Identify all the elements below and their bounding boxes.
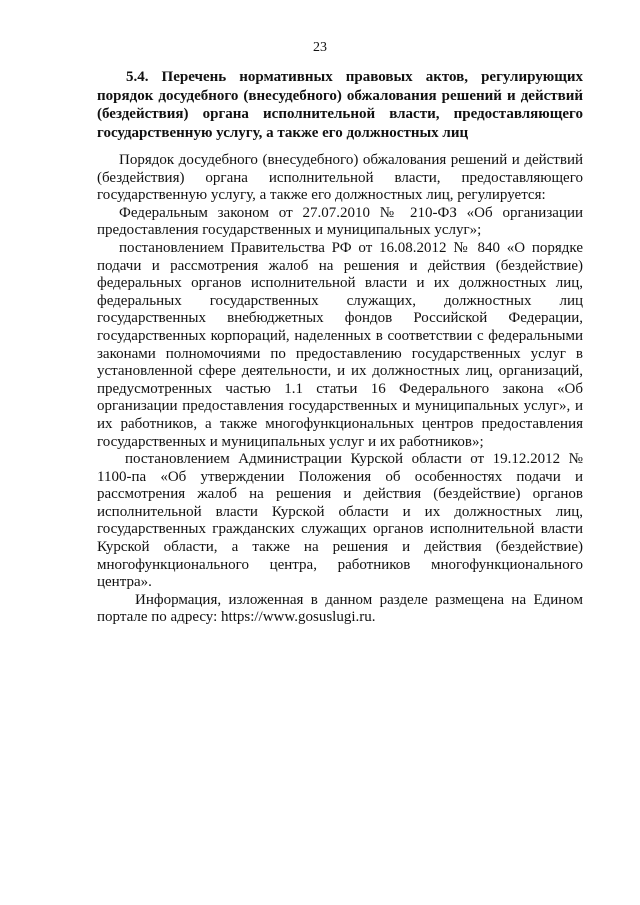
- paragraph-federal-law: Федеральным законом от 27.07.2010 № 210-ФЗ «Об организации предоставления государственных и муниципальных услуг»;: [97, 204, 583, 239]
- paragraph-government-decree: постановлением Правительства РФ от 16.08.2012 № 840 «О порядке подачи и рассмотрения жалоб на решения и действия (бездействие) федеральных органов исполнительной власти и их должностных лиц, федеральных государственных служащих, должностных лиц государственных внебюджетных фондов Российской Федерации, государственных корпораций, наделенных в соответствии с федеральными законами полномочиями по предоставлению государственных услуг в установленной сфере деятельности, и их должностных лиц, организаций, предусмотренных частью 1.1 статьи 16 Федерального закона «Об организации предоставления государственных и муниципальных услуг», и их работников, а также многофункциональных центров предоставления государственных и муниципальных услуг и их работников»;: [97, 239, 583, 450]
- section-heading: 5.4. Перечень нормативных правовых актов, регулирующих порядок досудебного (внесудебного) обжалования решений и действий (бездействия) органа исполнительной власти, предоставляющего государственную услугу, а также его должностных лиц: [97, 69, 583, 141]
- page-number: 23: [313, 40, 327, 55]
- paragraph-intro: Порядок досудебного (внесудебного) обжалования решений и действий (бездействия) органа исполнительной власти, предоставляющего государственную услугу, а также его должностных лиц, регулируется:: [97, 152, 583, 204]
- document-body: [97, 152, 583, 627]
- paragraph-kursk-decree: постановлением Администрации Курской области от 19.12.2012 № 1100-па «Об утверждении Положения об особенностях подачи и рассмотрения жалоб на решения и действия (бездействие) органов исполнительной власти Курской области и их должностных лиц, государственных гражданских служащих органов исполнительной власти Курской области, а также на решения и действия (бездействие) многофункционального центра, работников многофункционального центра».: [97, 451, 583, 591]
- paragraph-portal-info: Информация, изложенная в данном разделе размещена на Едином портале по адресу: https://www.gosuslugi.ru.: [97, 591, 583, 626]
